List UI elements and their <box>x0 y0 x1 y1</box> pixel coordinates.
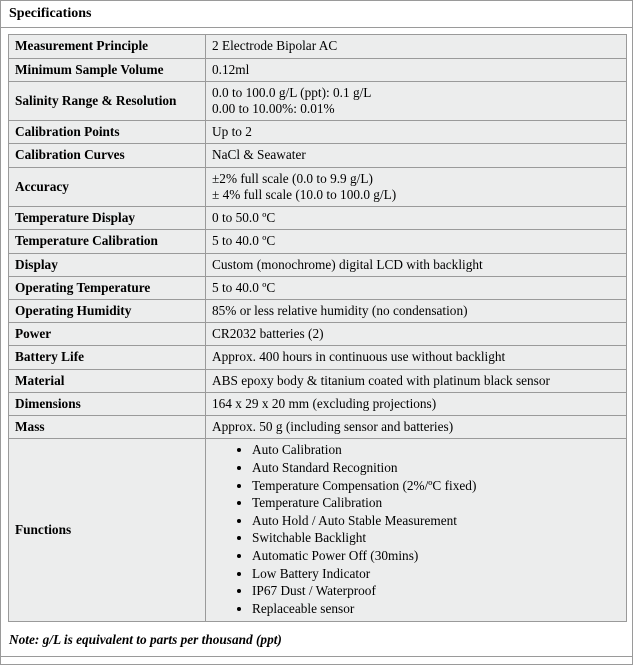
spec-value-line: CR2032 batteries (2) <box>212 326 324 342</box>
spec-value <box>206 58 627 81</box>
spec-value <box>206 207 627 230</box>
spec-value-line: 0.00 to 10.00%: 0.01% <box>212 101 335 117</box>
spec-value <box>206 300 627 323</box>
spec-value-line: 0.0 to 100.0 g/L (ppt): 0.1 g/L <box>212 84 372 100</box>
footnote: Note: g/L is equivalent to parts per thousand (ppt) <box>9 632 282 648</box>
spec-label: Calibration Points <box>9 121 206 144</box>
table-row <box>9 276 627 299</box>
spec-value-line: 85% or less relative humidity (no condensation) <box>212 303 468 319</box>
specifications-table-container <box>1 28 632 622</box>
spec-label: Material <box>9 369 206 392</box>
spec-value-line: Approx. 400 hours in continuous use without backlight <box>212 349 506 365</box>
spec-value <box>206 369 627 392</box>
table-row <box>9 416 627 439</box>
table-row <box>9 81 627 120</box>
list-item: • Switchable Backlight <box>252 530 621 548</box>
list-item: • Replaceable sensor <box>252 601 621 619</box>
list-item: • Auto Standard Recognition <box>252 460 621 478</box>
spec-label: Dimensions <box>9 392 206 415</box>
spec-label: Battery Life <box>9 346 206 369</box>
spec-value-line: 0.12ml <box>212 61 250 77</box>
list-item: • Auto Calibration <box>252 442 621 460</box>
list-item: • Temperature Calibration <box>252 495 621 513</box>
spec-value-line: 5 to 40.0 ºC <box>212 233 276 249</box>
list-item: • IP67 Dust / Waterproof <box>252 583 621 601</box>
spec-label: Calibration Curves <box>9 144 206 167</box>
specifications-table-body <box>9 35 627 622</box>
spec-value-line: ABS epoxy body & titanium coated with platinum black sensor <box>212 372 550 388</box>
page-title: Specifications <box>1 1 632 28</box>
spec-value <box>206 276 627 299</box>
spec-value-line: Custom (monochrome) digital LCD with backlight <box>212 256 483 272</box>
list-item: • Low Battery Indicator <box>252 566 621 584</box>
spec-value <box>206 81 627 120</box>
table-row <box>9 346 627 369</box>
spec-label: Display <box>9 253 206 276</box>
spec-label: Operating Temperature <box>9 276 206 299</box>
spec-value-line: NaCl & Seawater <box>212 147 306 163</box>
table-row <box>9 300 627 323</box>
spec-label: Accuracy <box>9 167 206 206</box>
table-row <box>9 58 627 81</box>
spec-value-line: ±2% full scale (0.0 to 9.9 g/L) <box>212 170 373 186</box>
spec-value-line: ± 4% full scale (10.0 to 100.0 g/L) <box>212 186 397 202</box>
spec-label: Temperature Display <box>9 207 206 230</box>
table-row <box>9 369 627 392</box>
spec-value-line: 0 to 50.0 ºC <box>212 210 276 226</box>
spec-value <box>206 346 627 369</box>
spec-value <box>206 253 627 276</box>
spec-label: Power <box>9 323 206 346</box>
list-item: • Automatic Power Off (30mins) <box>252 548 621 566</box>
spec-label: Functions <box>9 439 206 622</box>
spec-label: Minimum Sample Volume <box>9 58 206 81</box>
spec-value <box>206 416 627 439</box>
spec-value-line: 164 x 29 x 20 mm (excluding projections) <box>212 395 437 411</box>
spec-value <box>206 144 627 167</box>
spec-value-line: 2 Electrode Bipolar AC <box>212 38 338 54</box>
table-row <box>9 35 627 58</box>
footer-divider <box>1 656 632 657</box>
spec-label: Measurement Principle <box>9 35 206 58</box>
table-row <box>9 207 627 230</box>
table-row <box>9 253 627 276</box>
spec-label: Operating Humidity <box>9 300 206 323</box>
functions-list <box>212 442 621 618</box>
table-row-functions <box>9 439 627 622</box>
table-row <box>9 323 627 346</box>
table-row <box>9 167 627 206</box>
spec-value-line: Up to 2 <box>212 124 252 140</box>
spec-value <box>206 121 627 144</box>
specifications-table <box>8 34 627 622</box>
list-item: • Auto Hold / Auto Stable Measurement <box>252 513 621 531</box>
table-row <box>9 392 627 415</box>
spec-value <box>206 35 627 58</box>
functions-list-cell <box>206 439 627 622</box>
table-row <box>9 121 627 144</box>
spec-value <box>206 230 627 253</box>
spec-value <box>206 167 627 206</box>
spec-label: Temperature Calibration <box>9 230 206 253</box>
spec-label: Salinity Range & Resolution <box>9 81 206 120</box>
spec-value <box>206 392 627 415</box>
spec-value <box>206 323 627 346</box>
spec-value-line: 5 to 40.0 ºC <box>212 279 276 295</box>
spec-value-line: Approx. 50 g (including sensor and batteries) <box>212 419 454 435</box>
table-row <box>9 230 627 253</box>
list-item: • Temperature Compensation (2%/ºC fixed) <box>252 478 621 496</box>
spec-label: Mass <box>9 416 206 439</box>
table-row <box>9 144 627 167</box>
